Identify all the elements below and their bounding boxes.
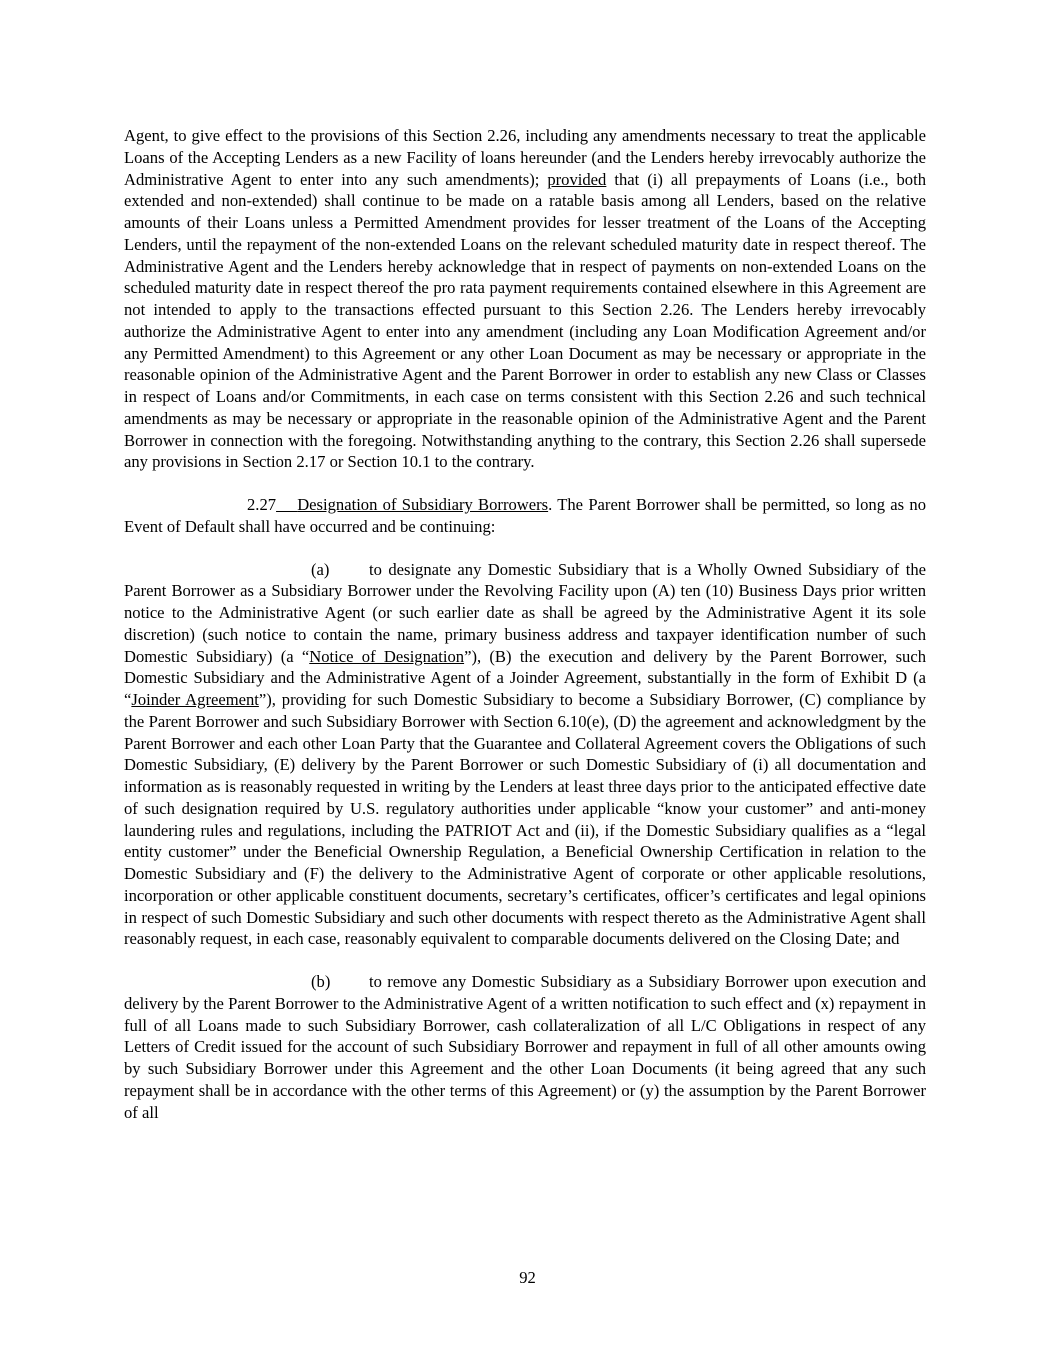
section-number-gap (276, 495, 297, 514)
clause-a (124, 559, 926, 951)
provided-term: provided (547, 169, 607, 189)
section-number: 2.27 (247, 495, 277, 514)
document-body (124, 125, 926, 1123)
clause-a-text: ”), (B) the execution and delivery by the Parent Borrower, such Domestic Subsidiary and the Administrative Agent of a Joinder Agreement, substantially in the form of Exhibit D (a “ (124, 646, 926, 709)
section-2-27-heading-paragraph (124, 494, 926, 538)
section-title: Designation of Subsidiary Borrowers (297, 495, 549, 514)
clause-a-label: (a) (311, 559, 330, 579)
paragraph-text: Agent, to give effect to the provisions of this Section 2.26, including any amendments necessary to treat the applicable Loans of the Accepting Lenders as a new Facility of loans hereunder (and the Lenders hereby irrevocably authorize the Administrative Agent to enter into any such amendments); (124, 126, 926, 189)
clause-b-text: to remove any Domestic Subsidiary as a Subsidiary Borrower upon execution and delivery by the Parent Borrower to the Administrative Agent of a written notification to such effect and (x) repayment in full of all Loans made to such Subsidiary Borrower, cash collateralization of all L/C Obligations in respect of any Letters of Credit issued for the account of such Subsidiary Borrower and repayment in full of all other amounts owing by such Subsidiary Borrower under this Agreement and the other Loan Documents (it being agreed that any such repayment shall be in accordance with the other terms of this Agreement) or (y) the assumption by the Parent Borrower of all (124, 972, 926, 1122)
clause-a-text: ”), providing for such Domestic Subsidiary to become a Subsidiary Borrower, (C) compliance by the Parent Borrower and such Subsidiary Borrower with Section 6.10(e), (D) the agreement and acknowledgment by the Parent Borrower and each other Loan Party that the Guarantee and Collateral Agreement covers the Obligations of such Domestic Subsidiary, (E) delivery by the Parent Borrower or such Domestic Subsidiary of (i) all documentation and information as is reasonably requested in writing by the Lenders at least three days prior to the anticipated effective date of such designation required by U.S. regulatory authorities under applicable “know your customer” and anti-money laundering rules and regulations, including the PATRIOT Act and (ii), if the Domestic Subsidiary qualifies as a “legal entity customer” under the Beneficial Ownership Regulation, a Beneficial Ownership Certification in relation to the Domestic Subsidiary and (F) the delivery to the Administrative Agent of corporate or other applicable resolutions, incorporation or other applicable constituent documents, secretary’s certificates, officer’s certificates and legal opinions in respect of such Domestic Subsidiary and such other documents with respect thereto as the Administrative Agent shall reasonably request, in each case, reasonably equivalent to comparable documents delivered on the Closing Date; and (124, 690, 926, 949)
clause-b-label: (b) (311, 972, 331, 991)
defined-term-notice-of-designation: Notice of Designation (309, 646, 465, 666)
clause-b (124, 971, 926, 1123)
defined-term-joinder-agreement: Joinder Agreement (131, 690, 259, 709)
page-number: 92 (519, 1268, 536, 1287)
paragraph-section-2-26-continuation (124, 125, 926, 473)
section-intro: . The Parent Borrower shall be permitted, so long as no Event of Default shall have occurred and be continuing: (124, 495, 926, 536)
clause-a-text: to designate any Domestic Subsidiary that is a Wholly Owned Subsidiary of the Parent Borrower as a Subsidiary Borrower under the Revolving Facility upon (A) ten (10) Business Days prior written notice to the Administrative Agent (or such earlier date as shall be agreed by the Administrative Agent it its sole discretion) (such notice to contain the name, primary business address and taxpayer identification number of such Domestic Subsidiary) (a “ (124, 559, 926, 666)
paragraph-text: that (i) all prepayments of Loans (i.e., both extended and non-extended) shall continue to be made on a ratable basis among all Lenders, based on the relative amounts of their Loans unless a Permitted Amendment provides for lesser treatment of the Loans of the Accepting Lenders, until the repayment of the non-extended Loans on the relevant scheduled maturity date in respect thereof. The Administrative Agent and the Lenders hereby acknowledge that in respect of payments on non-extended Loans on the scheduled maturity date in respect thereof the pro rata payment requirements contained elsewhere in this Agreement are not intended to apply to the transactions effected pursuant to this Section 2.26. The Lenders hereby irrevocably authorize the Administrative Agent to enter into any amendment (including any Loan Modification Agreement and/or any Permitted Amendment) to this Agreement or any other Loan Document as may be necessary or appropriate in the reasonable opinion of the Administrative Agent and the Parent Borrower in order to establish any new Class or Classes in respect of Loans and/or Commitments, in each case on terms consistent with this Section 2.26 and such technical amendments as may be necessary or appropriate in the reasonable opinion of the Administrative Agent and the Parent Borrower in connection with the foregoing. Notwithstanding anything to the contrary, this Section 2.26 shall supersede any provisions in Section 2.17 or Section 10.1 to the contrary. (124, 169, 926, 472)
